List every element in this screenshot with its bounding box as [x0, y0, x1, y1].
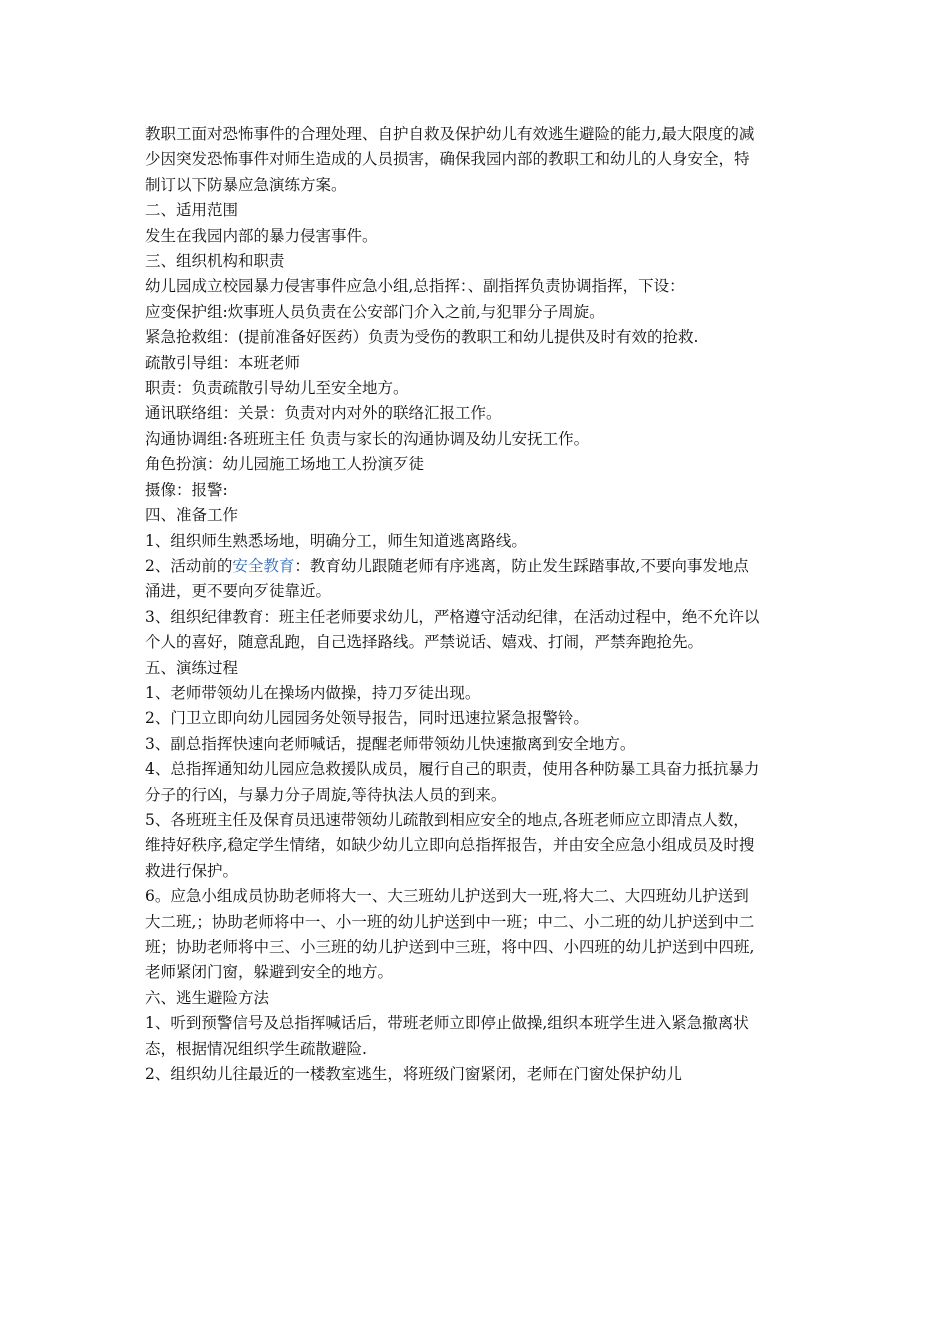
text-line: 态，根据情况组织学生疏散避险.	[145, 1039, 367, 1058]
text-line: 发生在我园内部的暴力侵害事件。	[145, 226, 378, 245]
text-line-with-link	[145, 554, 810, 579]
text-line: 维持好秩序,稳定学生情绪，如缺少幼儿立即向总指挥报告，并由安全应急小组成员及时搜	[145, 836, 755, 855]
text-line: 救进行保护。	[145, 861, 239, 880]
text-line: 幼儿园成立校园暴力侵害事件应急小组,总指挥：、副指挥负责协调指挥，下设：	[145, 277, 685, 296]
section-heading: 二、适用范围	[145, 201, 239, 220]
text-line: 2、组织幼儿往最近的一楼教室逃生，将班级门窗紧闭，老师在门窗处保护幼儿	[145, 1065, 682, 1084]
text-line: 分子的行凶，与暴力分子周旋,等待执法人员的到来。	[145, 785, 507, 804]
text-segment: ：教育幼儿跟随老师有序逃离，防止发生踩踏事故,不要向事发地点	[294, 556, 749, 575]
text-line: 教职工面对恐怖事件的合理处理、自护自救及保护幼儿有效逃生避险的能力,最大限度的减	[145, 125, 755, 143]
text-line: 6。应急小组成员协助老师将大一、大三班幼儿护送到大一班,将大二、大四班幼儿护送到	[145, 887, 749, 906]
text-line: 涌进，更不要向歹徒靠近。	[145, 582, 332, 601]
text-line: 职责：负责疏散引导幼儿至安全地方。	[145, 379, 409, 398]
text-line: 沟通协调组:各班班主任 负责与家长的沟通协调及幼儿安抚工作。	[145, 429, 590, 448]
text-line: 紧急抢救组：(提前准备好医药）负责为受伤的教职工和幼儿提供及时有效的抢救.	[145, 328, 699, 347]
text-line: 班；协助老师将中三、小三班的幼儿护送到中三班，将中四、小四班的幼儿护送到中四班,	[145, 938, 755, 956]
text-line: 疏散引导组：本班老师	[145, 353, 301, 372]
section-heading: 六、逃生避险方法	[145, 988, 270, 1007]
text-line: 个人的喜好，随意乱跑，自己选择路线。严禁说话、嬉戏、打闹，严禁奔跑抢先。	[145, 633, 704, 652]
text-line: 应变保护组:炊事班人员负责在公安部门介入之前,与犯罪分子周旋。	[145, 302, 605, 321]
text-line: 1、老师带领幼儿在操场内做操，持刀歹徒出现。	[145, 683, 481, 702]
text-segment: 2、活动前的	[145, 556, 233, 575]
text-line: 老师紧闭门窗，躲避到安全的地方。	[145, 963, 394, 982]
text-line: 2、门卫立即向幼儿园园务处领导报告，同时迅速拉紧急报警铃。	[145, 709, 589, 728]
section-heading: 四、准备工作	[145, 506, 239, 525]
section-heading: 五、演练过程	[145, 658, 239, 677]
text-line: 3、副总指挥快速向老师喊话，提醒老师带领幼儿快速撤离到安全地方。	[145, 734, 636, 753]
document-body	[145, 122, 810, 1087]
text-line: 5、各班班主任及保育员迅速带领幼儿疏散到相应安全的地点,各班老师应立即清点人数，	[145, 810, 749, 829]
text-line: 1、听到预警信号及总指挥喊话后，带班老师立即停止做操,组织本班学生进入紧急撤离状	[145, 1014, 749, 1033]
text-line: 通讯联络组：关景：负责对内对外的联络汇报工作。	[145, 404, 502, 423]
text-line: 大二班,；协助老师将中一、小一班的幼儿护送到中一班；中二、小二班的幼儿护送到中二	[145, 912, 755, 931]
text-line: 少因突发恐怖事件对师生造成的人员损害，确保我园内部的教职工和幼儿的人身安全，特	[145, 150, 750, 169]
text-line: 4、总指挥通知幼儿园应急救援队成员，履行自己的职责，使用各种防暴工具奋力抵抗暴力	[145, 760, 760, 779]
text-line: 制订以下防暴应急演练方案。	[145, 175, 347, 194]
safety-education-link[interactable]: 安全教育	[232, 556, 295, 575]
text-line: 摄像：报警:	[145, 480, 228, 499]
section-heading: 三、组织机构和职责	[145, 252, 285, 271]
text-line: 1、组织师生熟悉场地，明确分工，师生知道逃离路线。	[145, 531, 527, 550]
text-line: 角色扮演：幼儿园施工场地工人扮演歹徒	[145, 455, 425, 474]
text-line: 3、组织纪律教育：班主任老师要求幼儿，严格遵守活动纪律，在活动过程中，绝不允许以	[145, 607, 760, 626]
